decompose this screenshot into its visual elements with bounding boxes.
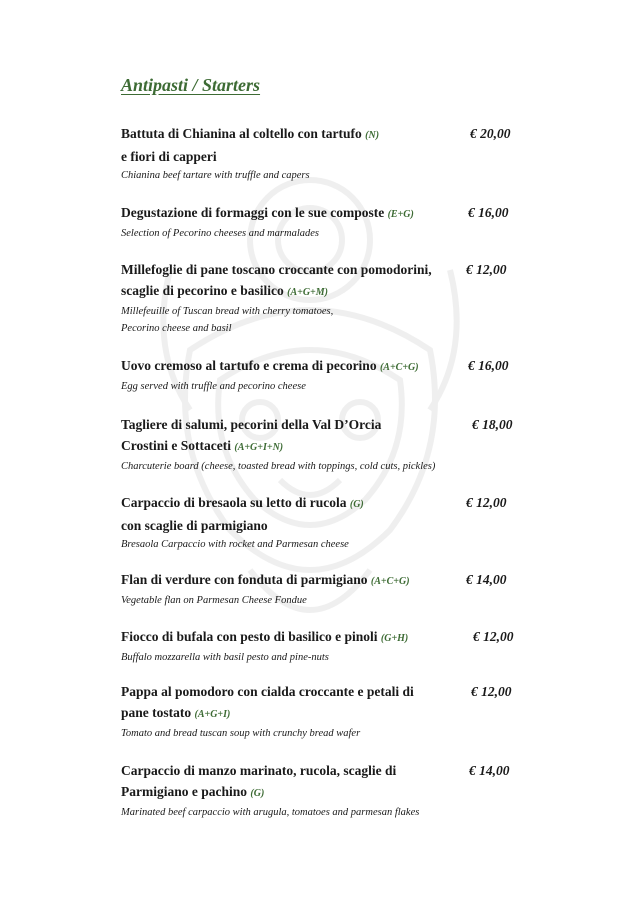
dish-name-text: Millefoglie di pane toscano croccante con pomodorini, [121,262,432,277]
menu-item [121,569,521,609]
allergen-codes: (G) [250,788,265,799]
allergen-codes: (A+G+M) [287,287,328,298]
allergen-codes: (A+G+I) [194,709,231,720]
dish-name-line [121,702,521,725]
dish-name-text: Carpaccio di manzo marinato, rucola, scaglie di [121,763,397,778]
dish-description: Vegetable flan on Parmesan Cheese Fondue [121,595,307,606]
dish-description: Buffalo mozzarella with basil pesto and pine-nuts [121,652,329,663]
allergen-codes: (N) [365,130,380,141]
menu-item [121,414,521,475]
dish-description: Selection of Pecorino cheeses and marmalades [121,228,319,239]
dish-description: Egg served with truffle and pecorino cheese [121,381,306,392]
dish-name-text: e fiori di capperi [121,149,217,164]
dish-name-line [121,414,521,435]
dish-price: € 14,00 [466,572,507,587]
dish-description: Chianina beef tartare with truffle and capers [121,170,310,181]
dish-name-text: con scaglie di parmigiano [121,518,268,533]
dish-name-line [121,146,521,167]
dish-name-text: Pappa al pomodoro con cialda croccante e petali di [121,684,414,699]
dish-price: € 12,00 [471,684,512,699]
dish-price: € 16,00 [468,358,509,373]
dish-name-text: Carpaccio di bresaola su letto di rucola [121,495,350,510]
dish-name-line [121,681,521,702]
dish-price: € 20,00 [470,126,511,141]
allergen-codes: (A+G+I+N) [234,442,284,453]
dish-price: € 16,00 [468,205,509,220]
dish-name-text: Degustazione di formaggi con le sue composte [121,205,388,220]
menu-item [121,259,521,337]
dish-name-line [121,492,521,515]
dish-name-line [121,202,521,225]
menu-item [121,123,521,184]
dish-name-text: Flan di verdure con fonduta di parmigiano [121,572,371,587]
dish-description: Marinated beef carpaccio with arugula, tomatoes and parmesan flakes [121,807,420,818]
dish-name-text: Uovo cremoso al tartufo e crema di pecorino [121,358,380,373]
dish-name-line [121,515,521,536]
dish-name-text: Parmigiano e pachino [121,784,251,799]
dish-price: € 12,00 [473,629,514,644]
dish-name-line [121,626,521,649]
dish-name-line [121,280,521,303]
section-title: Antipasti / Starters [121,75,261,95]
dish-description: Bresaola Carpaccio with rocket and Parmesan cheese [121,539,349,550]
menu-item [121,626,521,666]
dish-name-line [121,435,521,458]
allergen-codes: (G) [349,499,364,510]
dish-price: € 18,00 [472,417,513,432]
dish-price: € 14,00 [469,763,510,778]
dish-name-line [121,259,521,280]
dish-name-line [121,781,521,804]
menu-item [121,202,521,242]
dish-name-text: scaglie di pecorino e basilico [121,283,288,298]
dish-name-line [121,760,521,781]
dish-name-text: Fiocco di bufala con pesto di basilico e pinoli [121,629,381,644]
dish-description: Millefeuille of Tuscan bread with cherry tomatoes, [121,306,334,317]
allergen-codes: (E+G) [387,209,414,220]
dish-name-text: Crostini e Sottaceti [121,438,235,453]
dish-name-text: Tagliere di salumi, pecorini della Val D’Orcia [121,417,382,432]
allergen-codes: (A+C+G) [379,362,419,373]
dish-description: Charcuterie board (cheese, toasted bread with toppings, cold cuts, pickles) [121,461,436,472]
dish-price: € 12,00 [466,495,507,510]
dish-name-text: pane tostato [121,705,195,720]
menu-item [121,681,521,742]
allergen-codes: (A+C+G) [370,576,410,587]
dish-description: Pecorino cheese and basil [121,323,232,334]
dish-name-line [121,123,521,146]
dish-name-line [121,355,521,378]
dish-price: € 12,00 [466,262,507,277]
menu-item [121,355,521,395]
menu-item [121,760,521,821]
menu-item [121,492,521,553]
allergen-codes: (G+H) [380,633,409,644]
dish-name-line [121,569,521,592]
dish-description: Tomato and bread tuscan soup with crunchy bread wafer [121,728,361,739]
dish-name-text: Battuta di Chianina al coltello con tartufo [121,126,366,141]
